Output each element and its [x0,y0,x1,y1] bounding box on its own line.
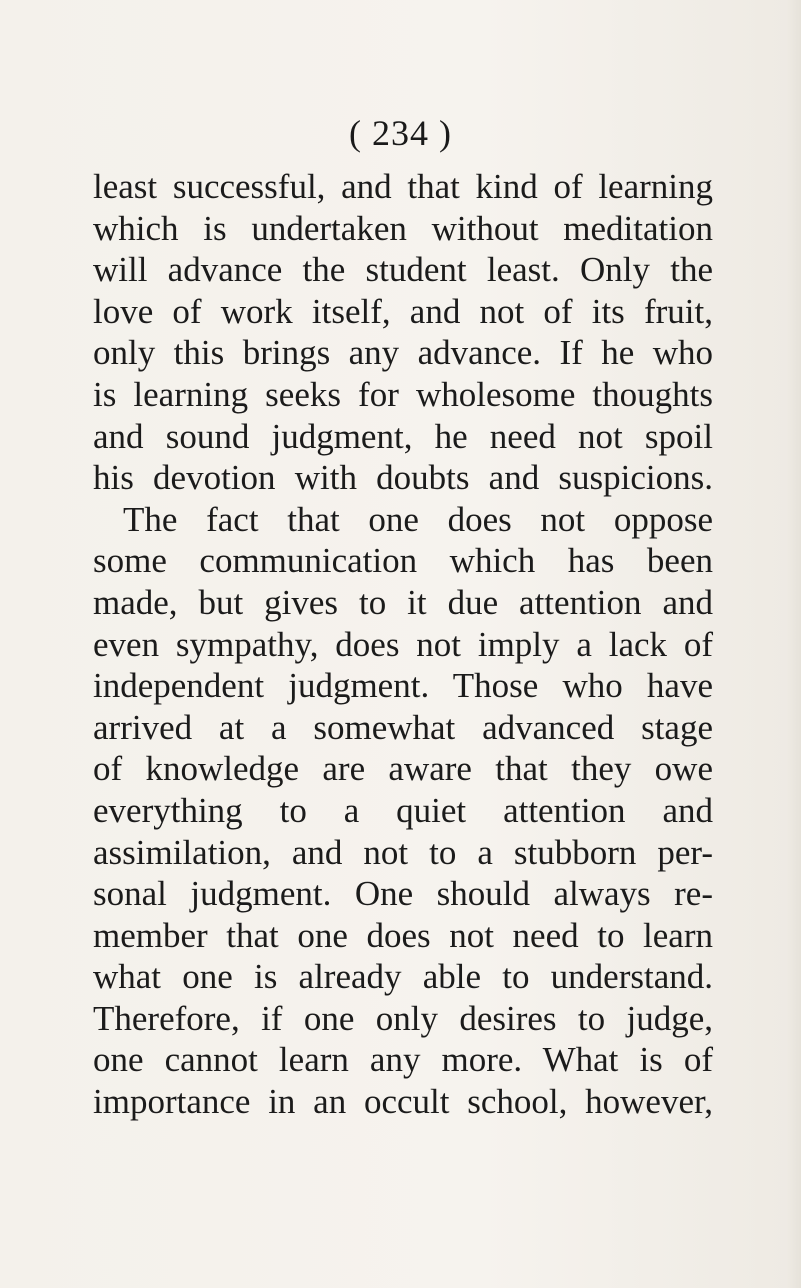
text-line: of knowledge are aware that they owe [93,749,713,789]
text-line: arrived at a somewhat advanced stage [93,707,713,747]
text-line: The fact that one does not oppose [123,499,713,539]
text-line: will advance the student least. Only the [93,250,713,290]
text-line: love of work itself, and not of its fruit, [93,291,713,331]
text-line: everything to a quiet attention and [93,790,713,830]
text-line: even sympathy, does not imply a lack of [93,624,713,664]
page-number: ( 234 ) [349,113,452,153]
text-line: some communication which has been [93,541,713,581]
text-line: importance in an occult school, however, [93,1082,713,1122]
text-line: independent judgment. Those who have [93,666,713,706]
text-line: what one is already able to understand. [93,957,713,997]
body-text [93,166,713,1123]
text-line: sonal judgment. One should always re- [93,874,713,914]
page-edge-shadow [787,0,801,1288]
text-line: Therefore, if one only desires to judge, [93,998,713,1038]
text-line: is learning seeks for wholesome thoughts [93,374,713,414]
text-line: his devotion with doubts and suspicions. [93,458,713,498]
text-line: and sound judgment, he need not spoil [93,416,713,456]
text-line: which is undertaken without meditation [93,208,713,248]
text-line: made, but gives to it due attention and [93,582,713,622]
text-line: assimilation, and not to a stubborn per- [93,832,713,872]
text-line: only this brings any advance. If he who [93,333,713,373]
text-line: member that one does not need to learn [93,915,713,955]
text-line: least successful, and that kind of learning [93,167,713,206]
text-line: one cannot learn any more. What is of [93,1040,713,1080]
